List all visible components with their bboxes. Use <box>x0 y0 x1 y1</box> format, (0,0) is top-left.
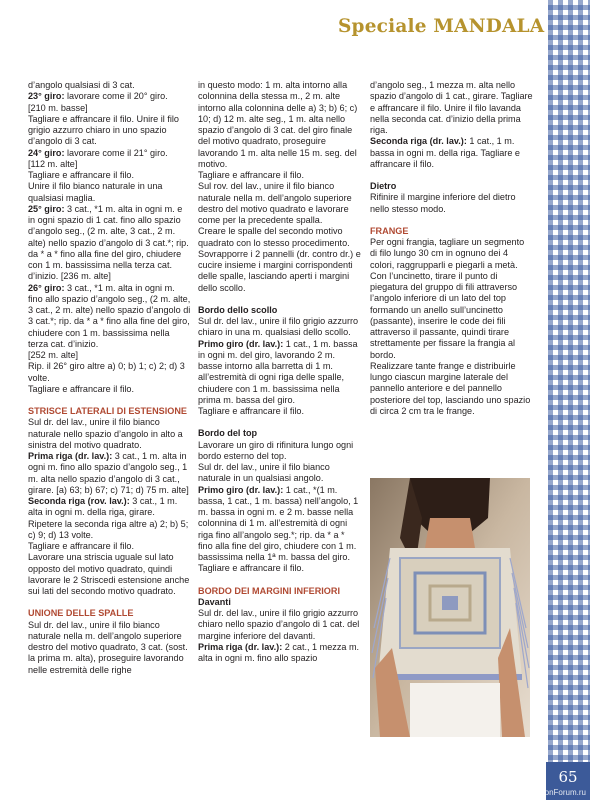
paragraph-text: Con l’uncinetto, tirare il punto di piegatura del gruppo di fili attraverso l’angolo inferiore di un lato del top formando un anello sull’uncinetto (passante), inserire le code dei fili attraverso il passante, quindi tirare strettamente per fissare la frangia al bordo. <box>370 270 518 360</box>
text-column-2 <box>198 80 361 664</box>
paragraph-text: Ripetere la seconda riga altre a) 2; b) 5; c) 9; d) 13 volte. <box>28 518 189 540</box>
paragraph-text: lavorare come il 20° giro. <box>64 91 168 102</box>
paragraph-text: UNIONE DELLE SPALLE <box>28 608 134 619</box>
body-paragraph <box>198 226 361 249</box>
paragraph-text: 1 cat., 1 m. bassa in ogni m. del giro, lavorando 2 m. basse intorno alla barretta di 1 m. all’estremità di ogni riga delle spalle, chiudere con 1 m. bassissima nella prima m. bassa del giro. <box>198 338 358 405</box>
paragraph-text: Sul dr. del lav., unire il filo bianco naturale nello spazio d’angolo in alto a sinistra del motivo quadrato. <box>28 417 183 450</box>
paragraph-gap <box>198 417 361 428</box>
paragraph-text: [252 m. alte] <box>28 350 79 360</box>
paragraph-text: Unire il filo bianco naturale in una qualsiasi maglia. <box>28 181 163 203</box>
paragraph-text: [112 m. alte] <box>28 158 78 169</box>
paragraph-text: Sul dr. del lav., unire il filo bianco naturale nella m. dell’angolo superiore destro del motivo quadrato, 3 cat. (sost. la prima m. alta), proseguire lavorando nelle estremità delle righe <box>28 619 188 675</box>
body-paragraph <box>28 620 191 676</box>
paragraph-text: Rifinire il margine inferiore del dietro nello stesso modo. <box>370 192 516 214</box>
paragraph-text: FRANGE <box>370 225 409 236</box>
body-paragraph <box>198 249 361 294</box>
body-paragraph <box>28 283 191 351</box>
gingham-border <box>548 0 590 800</box>
text-column-3 <box>370 80 533 417</box>
paragraph-lead: Seconda riga (rov. lav.): <box>28 496 130 506</box>
body-paragraph <box>198 440 361 463</box>
body-paragraph <box>370 271 533 361</box>
body-paragraph <box>198 80 361 170</box>
paragraph-text: lavorare come il 21° giro. <box>64 147 168 158</box>
body-paragraph <box>198 316 361 339</box>
paragraph-gap <box>198 575 361 586</box>
paragraph-text: 3 cat., 1 m. alta in ogni m. della riga, girare. <box>28 496 178 518</box>
paragraph-text: Sul rov. del lav., unire il filo bianco naturale nella m. dell’angolo superiore destro del motivo quadrato e lavorare come per la precedente spalla. <box>198 181 352 225</box>
paragraph-lead: 24° giro: <box>28 147 65 158</box>
paragraph-text: Tagliare e affrancare il filo. <box>28 170 134 180</box>
body-paragraph <box>28 451 191 496</box>
body-paragraph <box>28 159 191 170</box>
paragraph-text: Lavorare un giro di rifinitura lungo ogni bordo esterno del top. <box>198 439 354 461</box>
paragraph-text: 2 cat., 1 mezza m. alta in ogni m. fino allo spazio <box>198 641 360 663</box>
paragraph-lead: 25° giro: <box>28 203 65 214</box>
paragraph-lead: Primo giro (dr. lav.): <box>198 338 284 349</box>
paragraph-text: Tagliare e affrancare il filo. Unire il filo grigio azzurro chiaro in uno spazio d’angolo di 3 cat. <box>28 113 179 147</box>
body-paragraph <box>28 114 191 148</box>
paragraph-text: Realizzare tante frange e distribuirle lungo ciascun margine laterale del pannello anteriore e del pannello posteriore del top, lasciando uno spazio di circa 2 cm tra le frange. <box>370 360 531 416</box>
paragraph-text: d’angolo seg., 1 mezza m. alta nello spazio d’angolo di 1 cat., girare. Tagliare e affrancare il filo. Unire il filo lavanda nella seconda cat. d’inizio della prima riga. <box>370 80 533 135</box>
subsection-heading <box>370 181 533 192</box>
body-paragraph <box>198 608 361 642</box>
body-paragraph <box>370 361 533 417</box>
body-paragraph <box>28 384 191 395</box>
section-heading <box>28 406 191 417</box>
paragraph-text: Sul dr. del lav., unire il filo grigio azzurro chiaro nello spazio d’angolo di 1 cat. del margine inferiore del davanti. <box>198 608 360 641</box>
paragraph-text: Davanti <box>198 596 231 607</box>
body-paragraph <box>370 237 533 271</box>
paragraph-text: Sovrapporre i 2 pannelli (dr. contro dr.) e cucire insieme i margini corrispondenti delle spalle, lasciando aperti i margini dello scollo. <box>198 248 361 293</box>
body-paragraph <box>28 552 191 597</box>
body-paragraph <box>198 406 361 417</box>
paragraph-text: STRISCE LATERALI DI ESTENSIONE <box>28 406 187 416</box>
body-paragraph <box>28 103 191 114</box>
paragraph-text: Tagliare e affrancare il filo. <box>28 541 134 551</box>
paragraph-text: Tagliare e affrancare il filo. <box>198 406 304 416</box>
body-paragraph <box>370 136 533 170</box>
paragraph-text: Per ogni frangia, tagliare un segmento di filo lungo 30 cm in ognuno dei 4 colori, raggrupparli e piegarli a metà. <box>370 237 525 270</box>
paragraph-text: Bordo del top <box>198 428 258 439</box>
body-paragraph <box>28 148 191 159</box>
body-paragraph <box>28 204 191 283</box>
watermark-text: PassionForum.ru <box>525 788 586 797</box>
paragraph-lead: Prima riga (dr. lav.): <box>198 641 283 652</box>
body-paragraph <box>370 80 533 136</box>
body-paragraph <box>28 496 191 519</box>
page-number: 65 <box>546 762 590 800</box>
paragraph-text: 3 cat., 1 m. alta in ogni m. fino allo spazio d’angolo seg., 1 m. alta nello spazio d’angolo di 3 cat., girare. [a) 63; b) 67; c) 71; d) 75 m. alte] <box>28 451 189 495</box>
body-paragraph <box>198 181 361 226</box>
paragraph-text: 3 cat., *1 m. alta in ogni m. fino allo spazio d’angolo seg., (2 m. alte, 3 cat., 2 m. alte) nello spazio d’angolo di 3 cat.*; rip. da * a * fino alla fine del giro, chiudere con 1 m. bassissima nella terza cat. d’inizio. <box>28 282 191 349</box>
paragraph-gap <box>28 395 191 406</box>
page-header-title: Speciale MANDALA <box>338 16 545 37</box>
paragraph-text: Tagliare e affrancare il filo. <box>28 383 134 394</box>
paragraph-gap <box>370 170 533 181</box>
paragraph-text: BORDO DEI MARGINI INFERIORI <box>198 585 340 596</box>
paragraph-text: Tagliare e affrancare il filo. <box>198 563 304 574</box>
paragraph-text: Sul dr. del lav., unire il filo bianco naturale in un qualsiasi angolo. <box>198 462 330 484</box>
paragraph-text: Creare le spalle del secondo motivo quadrato con lo stesso procedimento. <box>198 226 350 248</box>
body-paragraph <box>28 417 191 451</box>
paragraph-gap <box>198 294 361 305</box>
paragraph-text: Tagliare e affrancare il filo. <box>198 170 304 180</box>
paragraph-lead: 23° giro: <box>28 91 65 102</box>
model-photo-illustration <box>370 478 530 737</box>
body-paragraph <box>370 192 533 215</box>
paragraph-text: 1 cat., *(1 m. bassa, 1 cat., 1 m. bassa) nell’angolo, 1 m. bassa in ogni m. e 2 m. basse nella colonnina di 1 m. all’estremità di ogni riga fino all’angolo seg.*; rip. da * a * fino alla fine del giro, chiudere con 1 m. bassissima nella 1ª m. bassa del giro. <box>198 484 359 562</box>
paragraph-text: [210 m. basse] <box>28 102 88 113</box>
subsection-heading <box>198 305 361 316</box>
section-heading <box>28 608 191 619</box>
body-paragraph <box>28 350 191 361</box>
paragraph-gap <box>370 215 533 226</box>
body-paragraph <box>28 519 191 542</box>
paragraph-text: 1 cat., 1 m. bassa in ogni m. della riga. Tagliare e affrancare il filo. <box>370 136 520 169</box>
paragraph-text: Dietro <box>370 181 397 191</box>
paragraph-text: Lavorare una striscia uguale sul lato opposto del motivo quadrato, quindi lavorare le 2 Striscedi estensione anche sui lati del secondo motivo quadrato. <box>28 552 190 596</box>
paragraph-text: 3 cat., *1 m. alta in ogni m. e in ogni spazio di 1 cat. fino allo spazio d’angolo seg., (2 m. alte, 3 cat., 2 m. alte) nello spazio d’angolo di 3 cat.*; rip. da * a * fino alla fine del giro, chiudere con 1 m. bassissima nella terza cat. d’inizio. [236 m. alte] <box>28 203 189 282</box>
paragraph-lead: Prima riga (dr. lav.): <box>28 451 113 461</box>
body-paragraph <box>198 462 361 485</box>
section-heading <box>198 586 361 597</box>
body-paragraph <box>28 541 191 552</box>
body-paragraph <box>28 80 191 91</box>
subsection-heading <box>198 597 361 608</box>
paragraph-text: Sul dr. del lav., unire il filo grigio azzurro chiaro in una m. qualsiasi dello scollo. <box>198 316 359 338</box>
subsection-heading <box>198 428 361 439</box>
paragraph-text: in questo modo: 1 m. alta intorno alla colonnina della stessa m., 2 m. alte intorno alla colonnina delle a) 3; b) 6; c) 10; d) 12 m. alte seg., 1 m. alta nello spazio d’angolo di 3 cat. del giro finale del motivo quadrato, proseguire lavorando 1 m. alta nelle 15 m. seg. del motivo. <box>198 80 358 169</box>
body-paragraph <box>28 361 191 384</box>
paragraph-lead: Seconda riga (dr. lav.): <box>370 136 467 147</box>
paragraph-lead: 26° giro: <box>28 282 65 293</box>
body-paragraph <box>28 91 191 102</box>
body-paragraph <box>28 181 191 204</box>
body-paragraph <box>198 485 361 564</box>
paragraph-gap <box>28 597 191 608</box>
body-paragraph <box>198 170 361 181</box>
paragraph-text: d’angolo qualsiasi di 3 cat. <box>28 80 135 90</box>
body-paragraph <box>198 642 361 665</box>
model-photo <box>370 478 530 737</box>
section-heading <box>370 226 533 237</box>
paragraph-text: Bordo dello scollo <box>198 304 278 315</box>
body-paragraph <box>198 563 361 574</box>
text-column-1 <box>28 80 191 676</box>
body-paragraph <box>198 339 361 407</box>
paragraph-lead: Primo giro (dr. lav.): <box>198 484 284 495</box>
paragraph-text: Rip. il 26° giro altre a) 0; b) 1; c) 2; d) 3 volte. <box>28 361 185 383</box>
body-paragraph <box>28 170 191 181</box>
